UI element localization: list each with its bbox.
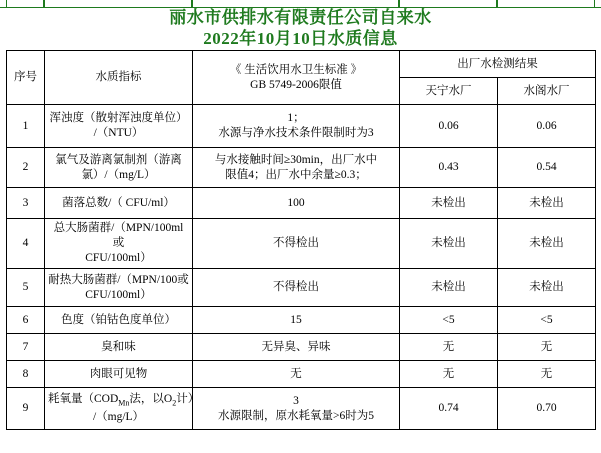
header-results-group: 出厂水检测结果 xyxy=(400,51,596,78)
top-strip-segment xyxy=(6,0,44,7)
row-index: 1 xyxy=(7,105,45,148)
table-row xyxy=(7,148,596,188)
row-index: 4 xyxy=(7,219,45,269)
row-indicator xyxy=(45,148,193,188)
top-strip-segment xyxy=(192,0,399,7)
table-row xyxy=(7,361,596,388)
row-value-tianning: 无 xyxy=(400,361,498,388)
top-strip-segment xyxy=(44,0,192,7)
row-index: 5 xyxy=(7,269,45,307)
row-standard xyxy=(193,148,400,188)
row-indicator-line1: 氯气及游离氯制剂（游离 xyxy=(55,153,182,166)
row-value-shuige: 无 xyxy=(498,361,596,388)
row-standard: 不得检出 xyxy=(193,269,400,307)
row-standard-line2: 水源限制，原水耗氧量>6时为5 xyxy=(218,409,374,422)
row-value-tianning: <5 xyxy=(400,307,498,334)
row-index: 6 xyxy=(7,307,45,334)
row-indicator xyxy=(45,105,193,148)
row-value-shuige: 未检出 xyxy=(498,269,596,307)
top-strip-segment xyxy=(399,0,497,7)
row-indicator-line1: 菌落总数/（ CFU/ml） xyxy=(62,196,175,209)
row-index: 8 xyxy=(7,361,45,388)
table-row xyxy=(7,388,596,430)
row-indicator-line1: 耗氧量（$COD_{Mn}$法，以$O_2$计） xyxy=(48,392,200,408)
row-indicator xyxy=(45,219,193,269)
header-standard-line1: 《 生活饮用水卫生标准 》 xyxy=(229,63,363,76)
row-indicator-line2: 氯）/（mg/L） xyxy=(81,168,156,181)
row-indicator-line1: 耐热大肠菌群/（MPN/100或 xyxy=(48,273,189,286)
row-value-shuige: 0.06 xyxy=(498,105,596,148)
row-indicator-line2: CFU/100ml） xyxy=(85,252,152,264)
header-indicator: 水质指标 xyxy=(45,51,193,105)
row-standard xyxy=(193,105,400,148)
row-standard-line2: 限值4；出厂水中余量≥0.3； xyxy=(225,168,367,181)
row-value-tianning: 0.43 xyxy=(400,148,498,188)
row-indicator: 臭和味 xyxy=(45,334,193,361)
header-index: 序号 xyxy=(7,51,45,105)
row-standard-line1: 3 xyxy=(293,394,299,407)
row-indicator: 肉眼可见物 xyxy=(45,361,193,388)
row-standard-line1: 与水接触时间≥30min，出厂水中 xyxy=(214,153,378,166)
row-value-shuige: 未检出 xyxy=(498,219,596,269)
row-standard xyxy=(193,388,400,430)
row-indicator xyxy=(45,269,193,307)
row-value-shuige: 0.70 xyxy=(498,388,596,430)
title-line-1: 丽水市供排水有限责任公司自来水 xyxy=(169,8,432,27)
document-title xyxy=(0,7,601,49)
row-indicator-line1: 浑浊度（散射浑浊度单位） xyxy=(49,112,188,124)
row-value-tianning: 0.74 xyxy=(400,388,498,430)
table-row xyxy=(7,105,596,148)
row-indicator-line2: /（mg/L） xyxy=(92,411,145,424)
row-indicator-line2: CFU/100ml） xyxy=(85,288,152,301)
row-indicator xyxy=(45,388,200,430)
row-value-tianning: 未检出 xyxy=(400,188,498,219)
table-row xyxy=(7,269,596,307)
row-indicator xyxy=(45,188,193,219)
table-row xyxy=(7,188,596,219)
header-plant-shuige: 水阁水厂 xyxy=(498,78,596,105)
water-quality-table xyxy=(6,50,596,430)
row-index: 3 xyxy=(7,188,45,219)
row-standard: 无异臭、异味 xyxy=(193,334,400,361)
row-index: 2 xyxy=(7,148,45,188)
row-standard: 无 xyxy=(193,361,400,388)
title-line-2: 2022年10月10日水质信息 xyxy=(203,29,398,48)
row-value-tianning: 0.06 xyxy=(400,105,498,148)
row-index: 7 xyxy=(7,334,45,361)
row-indicator-line1: 总大肠菌群/（MPN/100ml或 xyxy=(53,222,184,249)
row-value-tianning: 未检出 xyxy=(400,219,498,269)
row-value-shuige: 未检出 xyxy=(498,188,596,219)
table-row xyxy=(7,219,596,269)
row-indicator-line2: /（NTU） xyxy=(93,127,144,139)
row-value-tianning: 未检出 xyxy=(400,269,498,307)
row-value-tianning: 无 xyxy=(400,334,498,361)
top-strip-segment xyxy=(497,0,595,7)
header-standard-line2: GB 5749-2006限值 xyxy=(250,78,342,91)
header-standard xyxy=(193,51,400,105)
row-standard: 15 xyxy=(193,307,400,334)
row-value-shuige: <5 xyxy=(498,307,596,334)
header-plant-tianning: 天宁水厂 xyxy=(400,78,498,105)
row-value-shuige: 0.54 xyxy=(498,148,596,188)
row-indicator: 色度（铂钴色度单位） xyxy=(45,307,193,334)
row-standard: 不得检出 xyxy=(193,219,400,269)
row-standard: 100 xyxy=(193,188,400,219)
row-standard-line2: 水源与净水技术条件限制时为3 xyxy=(218,127,374,139)
table-row xyxy=(7,334,596,361)
table-row xyxy=(7,307,596,334)
row-value-shuige: 无 xyxy=(498,334,596,361)
row-standard-line1: 1； xyxy=(287,112,305,124)
row-index: 9 xyxy=(7,388,45,430)
table-header-row xyxy=(7,51,596,78)
